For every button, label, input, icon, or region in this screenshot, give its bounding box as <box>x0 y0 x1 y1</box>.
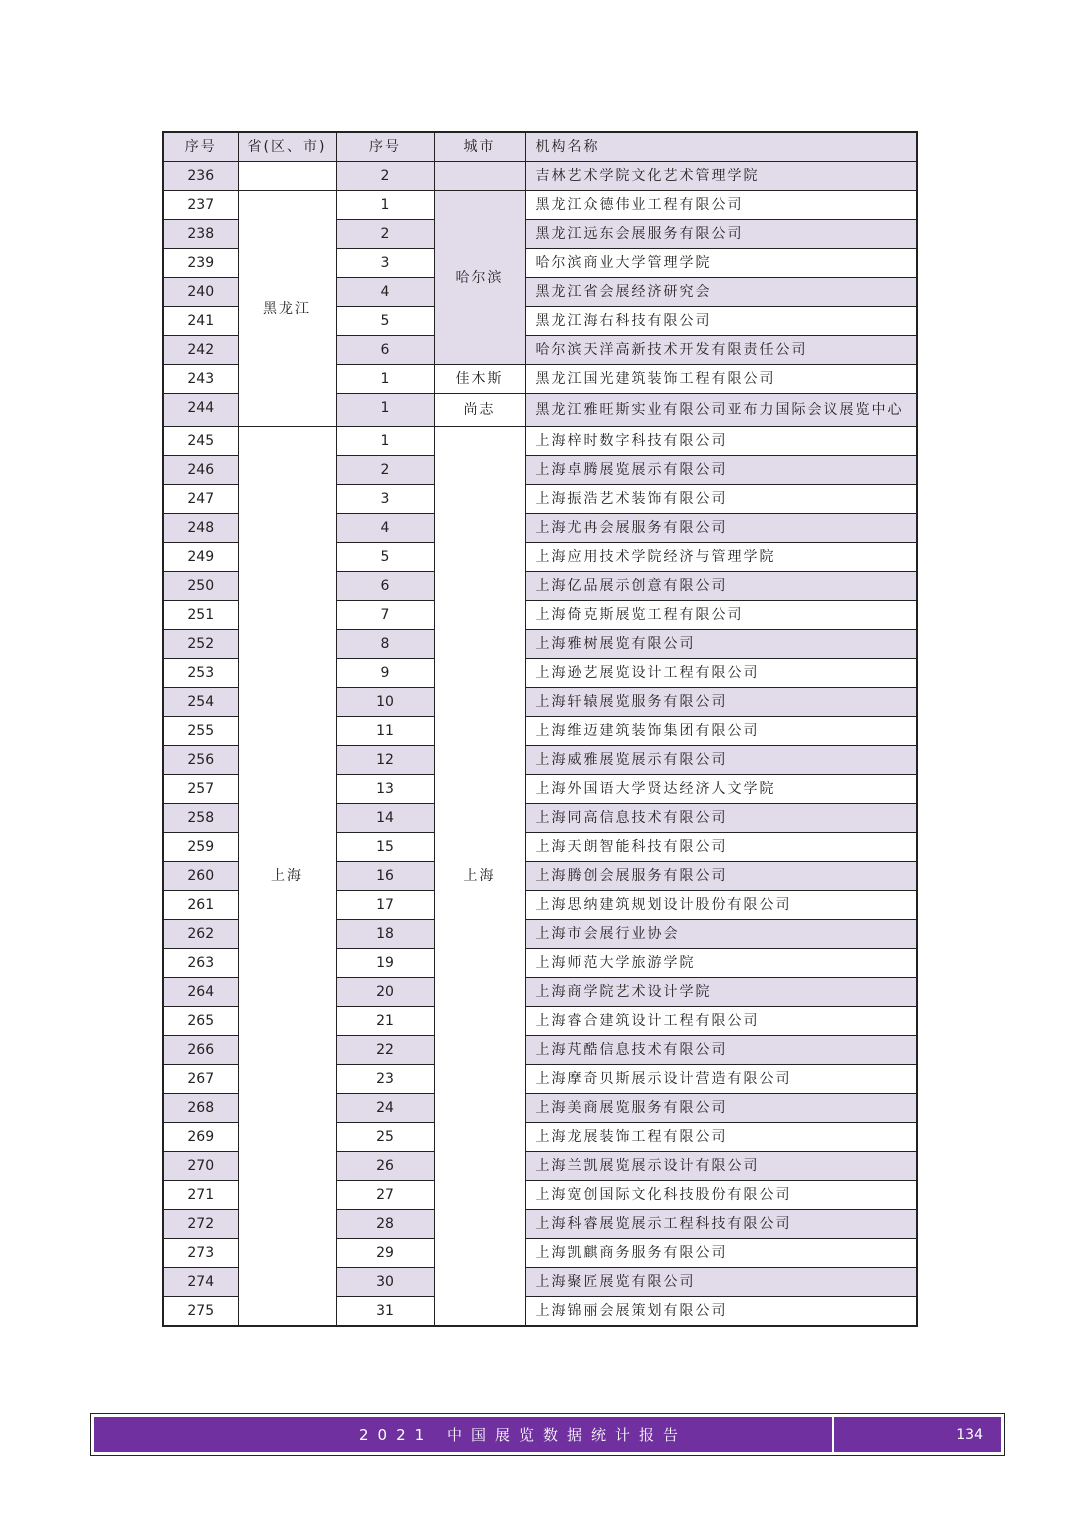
row-institution-name: 哈尔滨商业大学管理学院 <box>525 249 917 278</box>
row-institution-name: 上海思纳建筑规划设计股份有限公司 <box>525 891 917 920</box>
row-institution-name: 上海外国语大学贤达经济人文学院 <box>525 775 917 804</box>
row-seq: 268 <box>163 1094 238 1123</box>
row-sub-seq: 1 <box>336 394 434 427</box>
row-sub-seq: 6 <box>336 572 434 601</box>
row-seq: 258 <box>163 804 238 833</box>
row-seq: 257 <box>163 775 238 804</box>
row-sub-seq: 3 <box>336 249 434 278</box>
row-sub-seq: 26 <box>336 1152 434 1181</box>
row-institution-name: 黑龙江远东会展服务有限公司 <box>525 220 917 249</box>
row-seq: 245 <box>163 427 238 456</box>
row-sub-seq: 12 <box>336 746 434 775</box>
row-seq: 238 <box>163 220 238 249</box>
row-sub-seq: 2 <box>336 220 434 249</box>
row-seq: 248 <box>163 514 238 543</box>
header-seq: 序号 <box>163 132 238 162</box>
city-cell: 尚志 <box>434 394 525 427</box>
header-city: 城市 <box>434 132 525 162</box>
row-institution-name: 哈尔滨天洋高新技术开发有限责任公司 <box>525 336 917 365</box>
row-seq: 242 <box>163 336 238 365</box>
page-footer <box>90 1413 1005 1456</box>
row-sub-seq: 2 <box>336 456 434 485</box>
row-sub-seq: 18 <box>336 920 434 949</box>
province-cell: 黑龙江 <box>238 191 336 427</box>
city-cell: 佳木斯 <box>434 365 525 394</box>
row-seq: 273 <box>163 1239 238 1268</box>
row-seq: 236 <box>163 162 238 191</box>
row-sub-seq: 24 <box>336 1094 434 1123</box>
row-sub-seq: 16 <box>336 862 434 891</box>
footer-page-number: 134 <box>834 1417 1001 1452</box>
row-sub-seq: 4 <box>336 278 434 307</box>
row-institution-name: 上海倚克斯展览工程有限公司 <box>525 601 917 630</box>
row-institution-name: 上海科睿展览展示工程科技有限公司 <box>525 1210 917 1239</box>
row-sub-seq: 11 <box>336 717 434 746</box>
row-institution-name: 上海睿合建筑设计工程有限公司 <box>525 1007 917 1036</box>
row-seq: 252 <box>163 630 238 659</box>
row-seq: 275 <box>163 1297 238 1327</box>
row-seq: 249 <box>163 543 238 572</box>
row-seq: 261 <box>163 891 238 920</box>
row-sub-seq: 23 <box>336 1065 434 1094</box>
row-sub-seq: 1 <box>336 427 434 456</box>
row-institution-name: 上海龙展装饰工程有限公司 <box>525 1123 917 1152</box>
row-seq: 264 <box>163 978 238 1007</box>
footer-report-title: 2021 中国展览数据统计报告 <box>94 1417 832 1452</box>
row-institution-name: 上海应用技术学院经济与管理学院 <box>525 543 917 572</box>
row-institution-name: 黑龙江海右科技有限公司 <box>525 307 917 336</box>
row-institution-name: 上海威雅展览展示有限公司 <box>525 746 917 775</box>
row-sub-seq: 6 <box>336 336 434 365</box>
row-sub-seq: 3 <box>336 485 434 514</box>
row-sub-seq: 17 <box>336 891 434 920</box>
row-seq: 253 <box>163 659 238 688</box>
row-seq: 239 <box>163 249 238 278</box>
row-institution-name: 黑龙江雅旺斯实业有限公司亚布力国际会议展览中心 <box>525 394 917 427</box>
row-seq: 256 <box>163 746 238 775</box>
row-sub-seq: 25 <box>336 1123 434 1152</box>
row-sub-seq: 29 <box>336 1239 434 1268</box>
row-institution-name: 黑龙江众德伟业工程有限公司 <box>525 191 917 220</box>
row-institution-name: 上海摩奇贝斯展示设计营造有限公司 <box>525 1065 917 1094</box>
row-institution-name: 上海商学院艺术设计学院 <box>525 978 917 1007</box>
row-sub-seq: 28 <box>336 1210 434 1239</box>
row-sub-seq: 7 <box>336 601 434 630</box>
row-seq: 246 <box>163 456 238 485</box>
header-province: 省(区、市) <box>238 132 336 162</box>
row-institution-name: 上海雅树展览有限公司 <box>525 630 917 659</box>
row-seq: 247 <box>163 485 238 514</box>
row-sub-seq: 2 <box>336 162 434 191</box>
row-seq: 260 <box>163 862 238 891</box>
row-sub-seq: 9 <box>336 659 434 688</box>
row-institution-name: 上海同高信息技术有限公司 <box>525 804 917 833</box>
row-institution-name: 上海凯麒商务服务有限公司 <box>525 1239 917 1268</box>
row-seq: 263 <box>163 949 238 978</box>
row-seq: 270 <box>163 1152 238 1181</box>
row-seq: 251 <box>163 601 238 630</box>
row-sub-seq: 5 <box>336 307 434 336</box>
row-institution-name: 上海天朗智能科技有限公司 <box>525 833 917 862</box>
row-institution-name: 上海美商展览服务有限公司 <box>525 1094 917 1123</box>
table-row <box>163 427 917 456</box>
row-seq: 266 <box>163 1036 238 1065</box>
row-sub-seq: 27 <box>336 1181 434 1210</box>
row-institution-name: 上海维迈建筑装饰集团有限公司 <box>525 717 917 746</box>
city-cell: 哈尔滨 <box>434 191 525 365</box>
row-institution-name: 吉林艺术学院文化艺术管理学院 <box>525 162 917 191</box>
row-sub-seq: 1 <box>336 191 434 220</box>
row-seq: 255 <box>163 717 238 746</box>
row-institution-name: 黑龙江国光建筑装饰工程有限公司 <box>525 365 917 394</box>
row-sub-seq: 19 <box>336 949 434 978</box>
row-sub-seq: 21 <box>336 1007 434 1036</box>
row-seq: 254 <box>163 688 238 717</box>
row-institution-name: 上海梓时数字科技有限公司 <box>525 427 917 456</box>
row-sub-seq: 5 <box>336 543 434 572</box>
row-seq: 237 <box>163 191 238 220</box>
header-sub-seq: 序号 <box>336 132 434 162</box>
row-institution-name: 上海卓腾展览展示有限公司 <box>525 456 917 485</box>
row-seq: 272 <box>163 1210 238 1239</box>
row-seq: 265 <box>163 1007 238 1036</box>
row-seq: 269 <box>163 1123 238 1152</box>
row-sub-seq: 14 <box>336 804 434 833</box>
row-sub-seq: 31 <box>336 1297 434 1327</box>
row-seq: 267 <box>163 1065 238 1094</box>
row-seq: 271 <box>163 1181 238 1210</box>
row-institution-name: 上海亿品展示创意有限公司 <box>525 572 917 601</box>
header-institution: 机构名称 <box>525 132 917 162</box>
city-cell: 上海 <box>434 427 525 1327</box>
city-cell <box>434 162 525 191</box>
row-institution-name: 上海聚匠展览有限公司 <box>525 1268 917 1297</box>
row-institution-name: 上海逊艺展览设计工程有限公司 <box>525 659 917 688</box>
row-sub-seq: 8 <box>336 630 434 659</box>
row-institution-name: 上海腾创会展服务有限公司 <box>525 862 917 891</box>
row-institution-name: 上海振浩艺术装饰有限公司 <box>525 485 917 514</box>
row-institution-name: 上海兰凯展览展示设计有限公司 <box>525 1152 917 1181</box>
row-seq: 241 <box>163 307 238 336</box>
table-row <box>163 162 917 191</box>
table-header-row <box>163 132 917 162</box>
row-institution-name: 上海芃酷信息技术有限公司 <box>525 1036 917 1065</box>
row-sub-seq: 15 <box>336 833 434 862</box>
row-institution-name: 上海师范大学旅游学院 <box>525 949 917 978</box>
row-sub-seq: 20 <box>336 978 434 1007</box>
row-seq: 274 <box>163 1268 238 1297</box>
row-sub-seq: 13 <box>336 775 434 804</box>
row-sub-seq: 30 <box>336 1268 434 1297</box>
table-row <box>163 191 917 220</box>
institution-table <box>162 131 918 1327</box>
row-institution-name: 上海锦丽会展策划有限公司 <box>525 1297 917 1327</box>
row-institution-name: 上海宽创国际文化科技股份有限公司 <box>525 1181 917 1210</box>
row-sub-seq: 4 <box>336 514 434 543</box>
row-institution-name: 上海市会展行业协会 <box>525 920 917 949</box>
row-seq: 243 <box>163 365 238 394</box>
row-seq: 259 <box>163 833 238 862</box>
province-cell <box>238 162 336 191</box>
row-seq: 262 <box>163 920 238 949</box>
row-seq: 244 <box>163 394 238 427</box>
row-sub-seq: 22 <box>336 1036 434 1065</box>
province-cell: 上海 <box>238 427 336 1327</box>
row-institution-name: 上海尤冉会展服务有限公司 <box>525 514 917 543</box>
row-institution-name: 黑龙江省会展经济研究会 <box>525 278 917 307</box>
row-sub-seq: 1 <box>336 365 434 394</box>
row-sub-seq: 10 <box>336 688 434 717</box>
row-institution-name: 上海轩辕展览服务有限公司 <box>525 688 917 717</box>
row-seq: 240 <box>163 278 238 307</box>
row-seq: 250 <box>163 572 238 601</box>
